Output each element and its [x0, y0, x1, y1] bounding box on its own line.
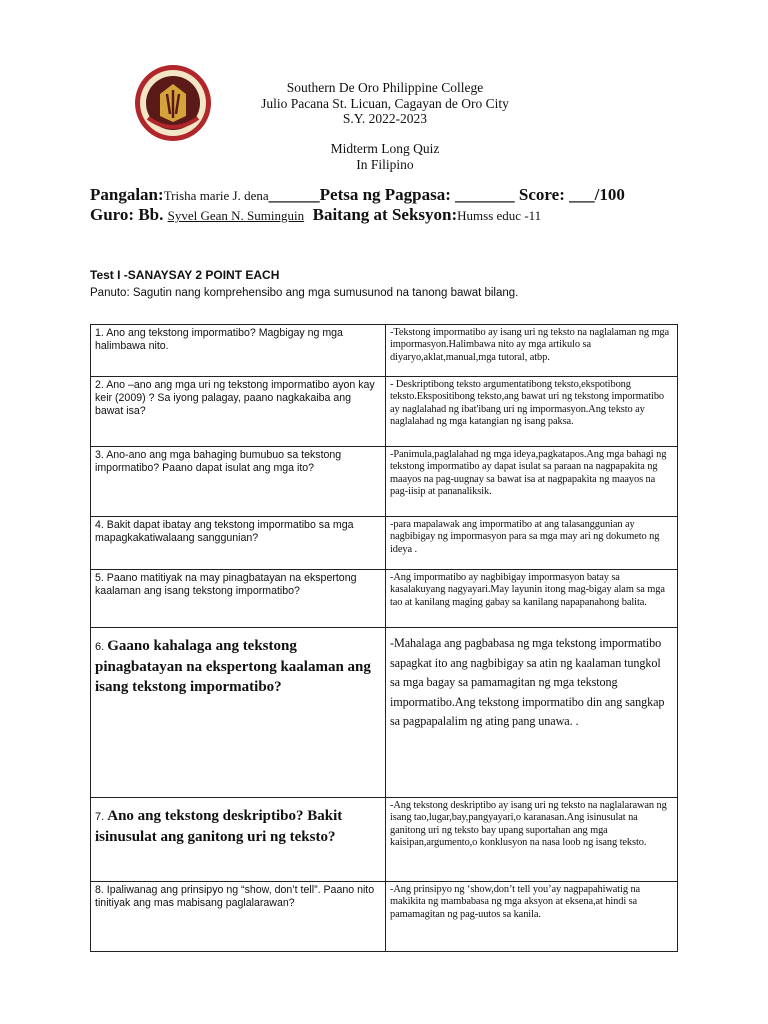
- answer-cell: - Deskriptibong teksto argumentatibong teksto,ekspotibong teksto.Ekspositibong teksto,ang bawat uri ng tekstong impormatibo ay naglalahad ng ibat'ibang uri ng impormasyon.Ang teksto ay naglalahad ng mga katangian ng isang paksa.: [386, 377, 678, 447]
- section-label: Baitang at Seksyon:: [312, 205, 458, 224]
- question-number: 7.: [95, 811, 108, 823]
- school-name: Southern De Oro Philippine College: [286, 80, 484, 95]
- table-row: [91, 628, 678, 798]
- test-instructions: Panuto: Sagutin nang komprehensibo ang mga sumusunod na tanong bawat bilang.: [90, 287, 519, 299]
- name-value: Trisha marie J. dena: [163, 188, 269, 203]
- answer-cell: -para mapalawak ang impormatibo at ang talasanggunian ay nagbibigay ng impormasyon para sa mga may ari ng dokumeto ng ideya .: [386, 517, 678, 570]
- name-label: Pangalan:: [90, 185, 164, 204]
- question-cell: 1. Ano ang tekstong impormatibo? Magbigay ng mga halimbawa nito.: [91, 325, 386, 377]
- answer-cell: -Ang prinsipyo ng ‘show,don’t tell you’ay nagpapahiwatig na makikita ng mambabasa ng mga aksyon at eksena,at hindi sa pamamagitan ng pag-uutos sa kanila.: [386, 882, 678, 952]
- answer-cell: -Tekstong impormatibo ay isang uri ng teksto na naglalaman ng mga impormasyon.Halimbawa nito ay mga artikulo sa diyaryo,aklat,manual,mga tutoral, atbp.: [386, 325, 678, 377]
- question-cell: 4. Bakit dapat ibatay ang tekstong impormatibo sa mga mapagkakatiwalaang sanggunian?: [91, 517, 386, 570]
- questions-table: [90, 324, 678, 952]
- quiz-subject: In Filipino: [356, 156, 414, 172]
- score-label: Score:: [518, 185, 565, 204]
- student-info-line: [90, 185, 625, 205]
- table-row: [91, 882, 678, 952]
- teacher-info-line: [90, 205, 541, 225]
- question-number: 6.: [95, 641, 108, 653]
- section-value: Humss educ -11: [457, 208, 542, 223]
- name-blank: ______: [268, 185, 320, 204]
- quiz-title-block: [215, 141, 555, 172]
- date-blank: _______: [455, 185, 515, 204]
- answer-cell: -Panimula,paglalahad ng mga ideya,pagkatapos.Ang mga bahagi ng tekstong impormatibo ay dapat isulat sa paraan na nagpapakita ng maayos na pag-uugnay sa bawat isa at nagpapakita ng maayos na pag-iisip at pananaliksik.: [386, 447, 678, 517]
- question-cell: 8. Ipaliwanag ang prinsipyo ng “show, don’t tell”. Paano nito tinitiyak ang mas mabisang paglalarawan?: [91, 882, 386, 952]
- question-cell: [91, 798, 386, 882]
- test-heading: Test I -SANAYSAY 2 POINT EACH: [90, 268, 280, 282]
- school-header: [215, 80, 555, 127]
- date-label: Petsa ng Pagpasa:: [319, 185, 451, 204]
- table-row: [91, 377, 678, 447]
- answer-cell: -Ang tekstong deskriptibo ay isang uri ng teksto na naglalarawan ng isang tao,lugar,bay,pangyayari,o karanasan.Ang isinusulat na ganitong uri ng teksto bay upang suportahan ang mga kaisipan,argumento,o konklusyon na nasa loob ng isang teksto.: [386, 798, 678, 882]
- question-cell: 3. Ano-ano ang mga bahaging bumubuo sa tekstong impormatibo? Paano dapat isulat ang mga ito?: [91, 447, 386, 517]
- teacher-value: Syvel Gean N. Suminguin: [167, 208, 305, 223]
- question-text: Gaano kahalaga ang tekstong pinagbatayan na ekspertong kaalaman ang isang tekstong impormatibo?: [95, 638, 371, 695]
- table-row: [91, 517, 678, 570]
- school-year: S.Y. 2022-2023: [342, 111, 428, 126]
- question-text: Ano ang tekstong deskriptibo? Bakit isinusulat ang ganitong uri ng teksto?: [95, 808, 343, 845]
- school-address: Julio Pacana St. Licuan, Cagayan de Oro City: [261, 95, 509, 111]
- table-row: [91, 798, 678, 882]
- quiz-title: Midterm Long Quiz: [330, 141, 440, 156]
- score-blank: ___/100: [569, 185, 625, 204]
- teacher-label: Guro: Bb.: [90, 205, 164, 224]
- table-row: [91, 325, 678, 377]
- question-cell: [91, 628, 386, 798]
- table-row: [91, 447, 678, 517]
- table-row: [91, 570, 678, 628]
- answer-cell: -Ang impormatibo ay nagbibigay impormasyon batay sa kasalakuyang nagyayari.May layunin itong mag-bigay alam sa mga tao at kanilang maging gabay sa kanilang napapanahong balita.: [386, 570, 678, 628]
- answer-cell: -Mahalaga ang pagbabasa ng mga tekstong impormatibo sapagkat ito ang nagbibigay sa atin ng kaalaman tungkol sa mga bagay sa pamamagitan ng mga tekstong impormatibo.Ang tekstong impormatibo din ang sangkap sa pagpapalalim ng ating pang unawa. .: [386, 628, 678, 798]
- question-cell: 5. Paano matitiyak na may pinagbatayan na ekspertong kaalaman ang isang tekstong impormatibo?: [91, 570, 386, 628]
- question-cell: 2. Ano –ano ang mga uri ng tekstong impormatibo ayon kay keir (2009) ? Sa iyong palagay, paano nagkakaiba ang bawat isa?: [91, 377, 386, 447]
- school-seal-logo: [134, 64, 212, 142]
